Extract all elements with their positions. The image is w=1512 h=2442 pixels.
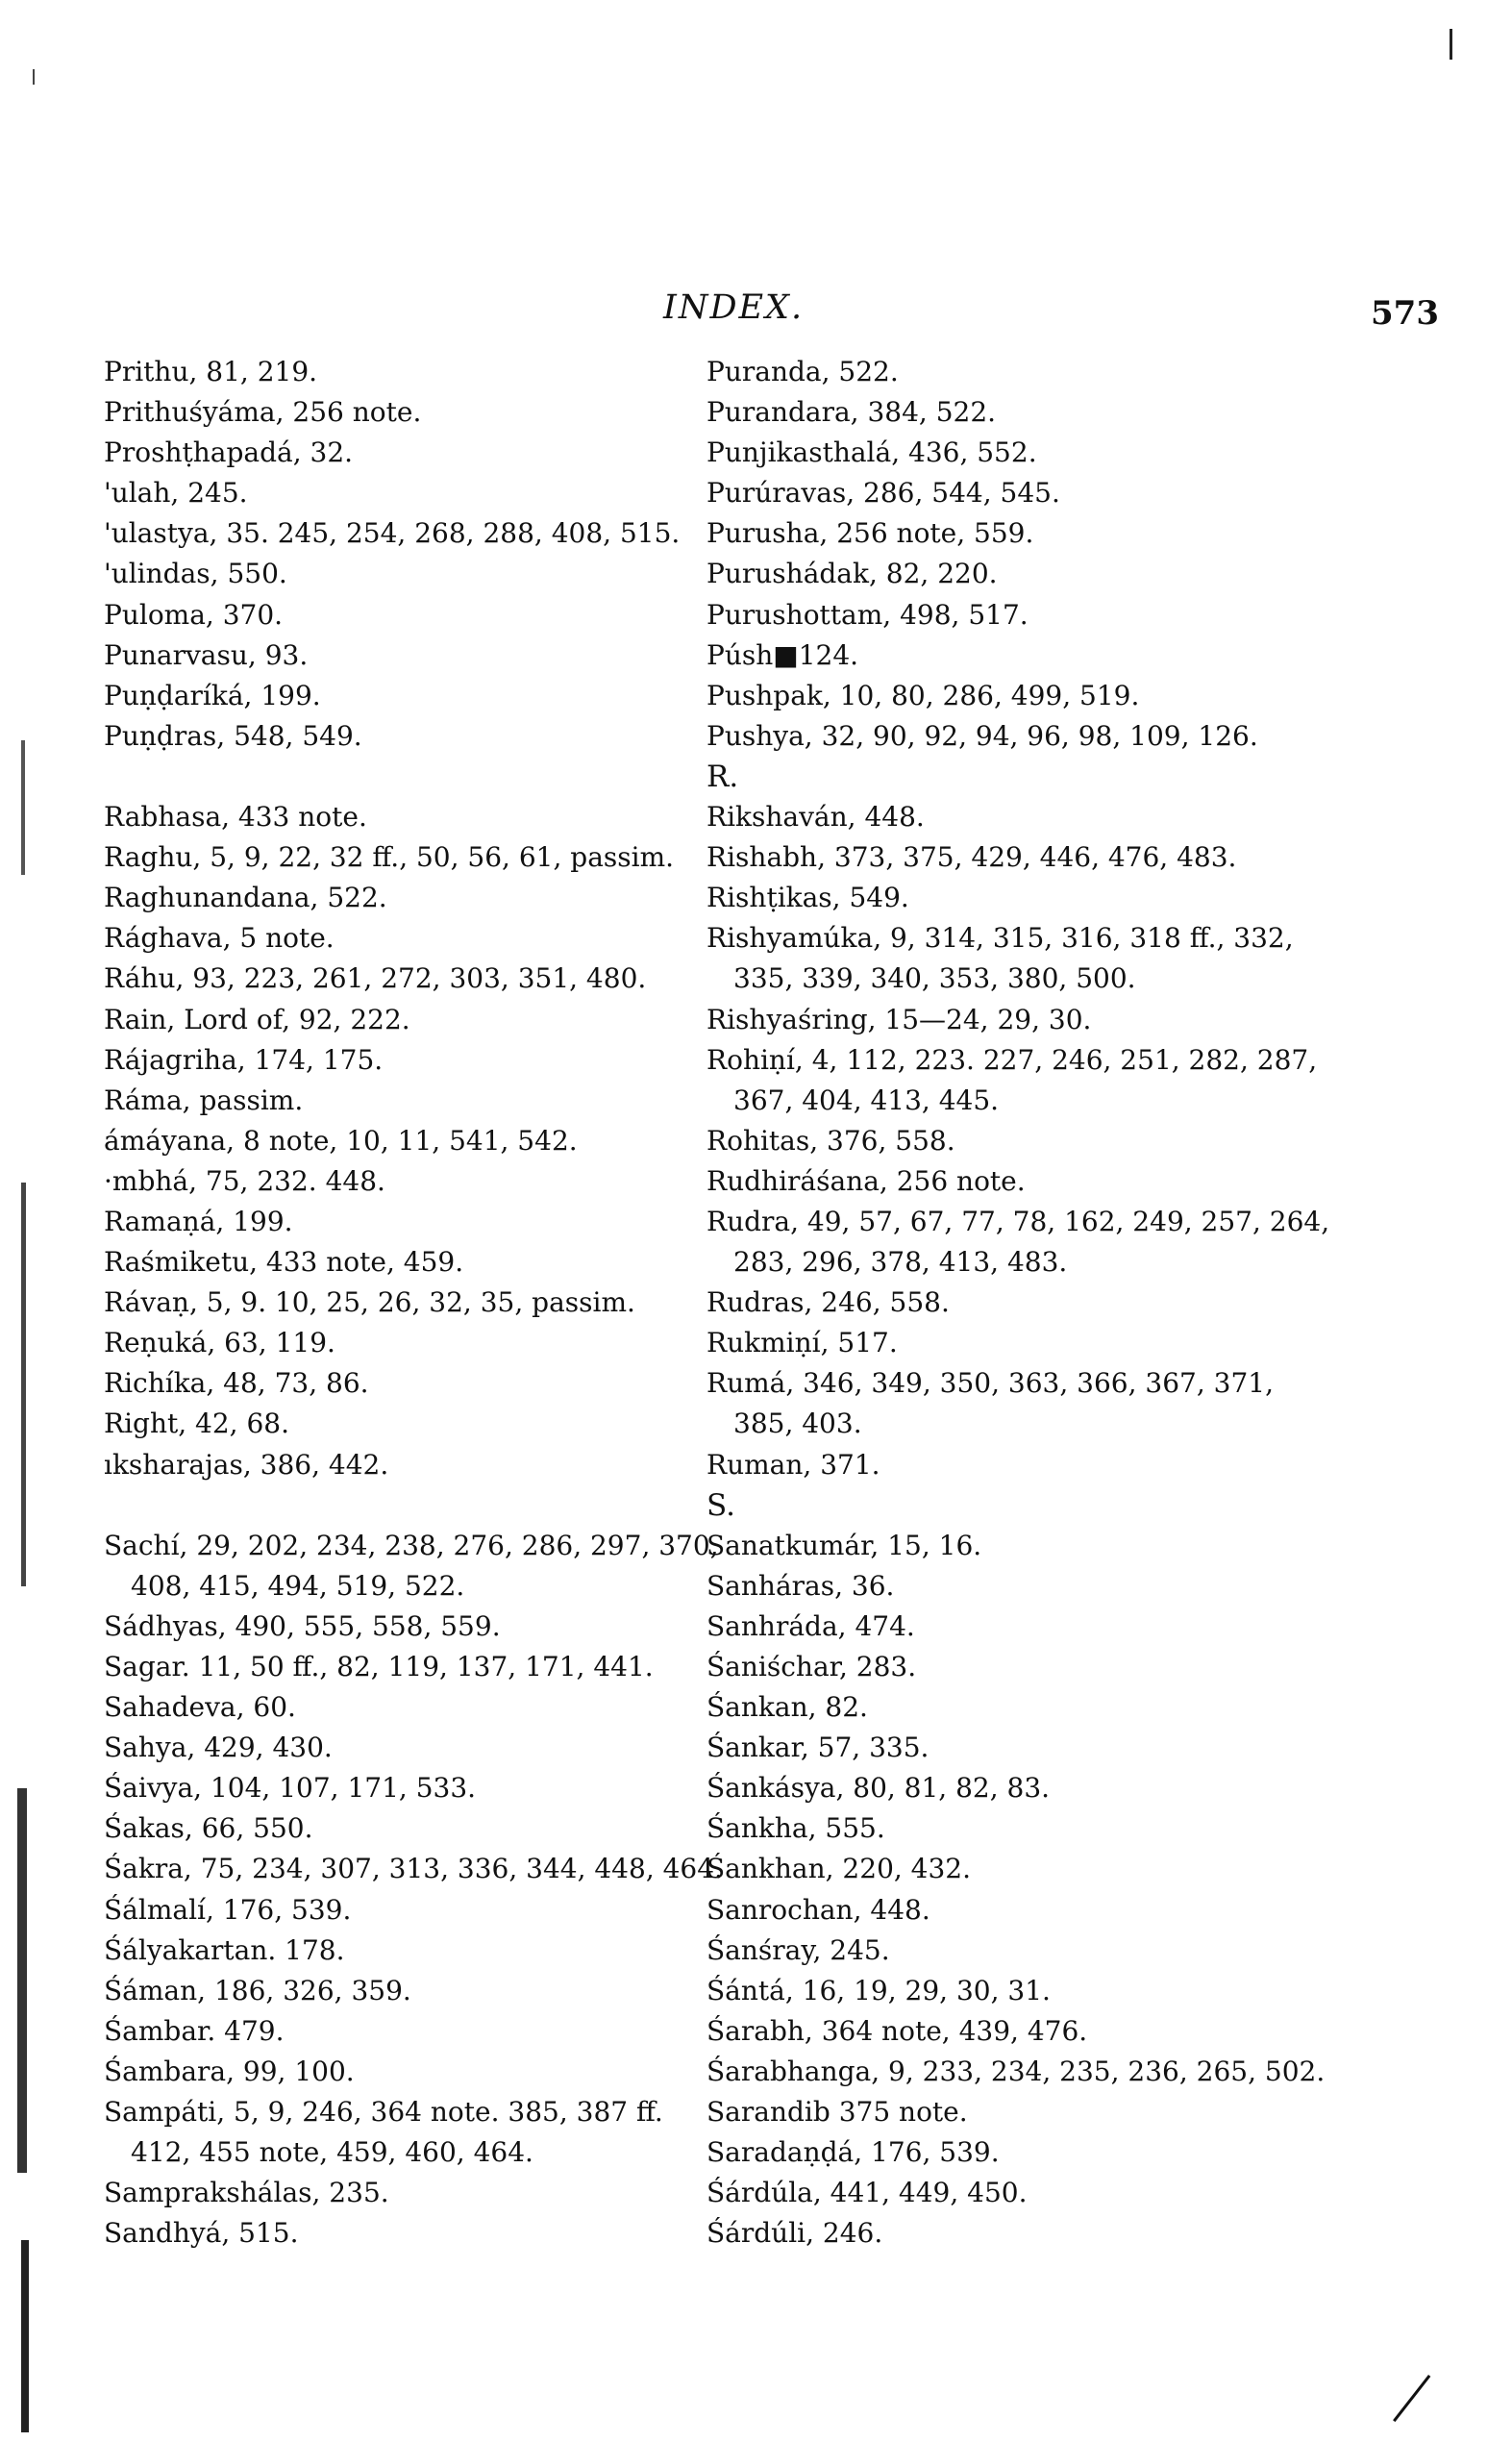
index-entry: Rághava, 5 note. (104, 922, 335, 955)
index-entry: Rájagriha, 174, 175. (104, 1043, 384, 1076)
index-entry: Richíka, 48, 73, 86. (104, 1367, 369, 1400)
index-entry: Punarvasu, 93. (104, 638, 309, 671)
section-letter: S. (706, 1487, 735, 1523)
index-entry: Sanatkumár, 15, 16. (706, 1529, 982, 1561)
index-entry: Punjikasthalá, 436, 552. (706, 436, 1037, 469)
index-entry: Śankhan, 220, 432. (706, 1853, 972, 1885)
index-entry: 'ulindas, 550. (104, 558, 287, 590)
binding-shadow (17, 1788, 27, 2173)
index-entry: Sahya, 429, 430. (104, 1732, 333, 1764)
index-entry: Purúravas, 286, 544, 545. (706, 477, 1060, 510)
index-entry: Rudras, 246, 558. (706, 1286, 950, 1319)
index-entry: Rukmiṇí, 517. (706, 1327, 898, 1359)
index-entry: Sádhyas, 490, 555, 558, 559. (104, 1609, 501, 1642)
index-entry: Śárdúli, 246. (706, 2217, 883, 2250)
index-entry: Purushádak, 82, 220. (706, 558, 998, 590)
index-entry-continuation: 367, 404, 413, 445. (733, 1084, 1000, 1116)
index-entry: Rishṭikas, 549. (706, 882, 909, 914)
scan-mark (1450, 29, 1452, 60)
index-entry: Rishabh, 373, 375, 429, 446, 476, 483. (706, 841, 1237, 874)
index-entry: Ruman, 371. (706, 1448, 880, 1481)
index-entry: Śambar. 479. (104, 2014, 285, 2047)
index-entry: Śálmalí, 176, 539. (104, 1893, 352, 1926)
index-entry: Puṇḍaríká, 199. (104, 679, 321, 711)
index-entry: Rudhiráśana, 256 note. (706, 1164, 1026, 1197)
index-entry: Puṇḍras, 548, 549. (104, 719, 362, 752)
index-entry: Sampáti, 5, 9, 246, 364 note. 385, 387 ff. (104, 2096, 663, 2129)
index-entry: Proshṭhapadá, 32. (104, 436, 354, 469)
binding-shadow (21, 1183, 26, 1586)
scan-mark (33, 69, 35, 85)
index-entry: Śankha, 555. (706, 1812, 885, 1845)
index-entry: Purushottam, 498, 517. (706, 598, 1029, 631)
index-entry: Śakra, 75, 234, 307, 313, 336, 344, 448, 464. (104, 1853, 723, 1885)
index-entry: Right, 42, 68. (104, 1408, 290, 1440)
index-entry: Sahadeva, 60. (104, 1691, 296, 1724)
index-entry: Raśmiketu, 433 note, 459. (104, 1246, 464, 1279)
index-entry: Sanháras, 36. (706, 1569, 895, 1602)
index-entry: Sagar. 11, 50 ff., 82, 119, 137, 171, 441. (104, 1651, 654, 1682)
index-entry: Śántá, 16, 19, 29, 30, 31. (706, 1974, 1051, 2006)
running-title: INDEX. (663, 288, 805, 327)
index-entry: Śaivya, 104, 107, 171, 533. (104, 1772, 477, 1805)
index-entry: Reṇuká, 63, 119. (104, 1327, 335, 1359)
index-entry: Samprakshálas, 235. (104, 2177, 389, 2209)
index-entry: Śambara, 99, 100. (104, 2055, 355, 2087)
index-entry: Śanśray, 245. (706, 1933, 890, 1966)
index-entry: Purandara, 384, 522. (706, 396, 997, 429)
index-entry: Ramaṇá, 199. (104, 1205, 293, 1237)
index-entry-continuation: 335, 339, 340, 353, 380, 500. (733, 962, 1136, 995)
index-entry: 'ulah, 245. (104, 477, 248, 510)
page-header (0, 288, 1512, 335)
index-entry: Púsh■124. (706, 638, 859, 671)
index-entry: Ráma, passim. (104, 1084, 304, 1116)
index-entry: Rávaṇ, 5, 9. 10, 25, 26, 32, 35, passim. (104, 1286, 635, 1319)
index-entry: Śályakartan. 178. (104, 1933, 345, 1966)
index-entry: Śarabh, 364 note, 439, 476. (706, 2014, 1088, 2047)
index-entry: Prithuśyáma, 256 note. (104, 396, 422, 429)
index-entry: Sachí, 29, 202, 234, 238, 276, 286, 297, 370, (104, 1529, 719, 1561)
scan-mark (21, 740, 25, 875)
index-entry: Śárdúla, 441, 449, 450. (706, 2177, 1028, 2209)
index-entry: Sanhráda, 474. (706, 1609, 915, 1642)
binding-shadow (21, 2240, 29, 2432)
index-entry: Raghunandana, 522. (104, 882, 387, 914)
index-entry: Ráhu, 93, 223, 261, 272, 303, 351, 480. (104, 962, 647, 995)
index-entry-continuation: 412, 455 note, 459, 460, 464. (131, 2136, 533, 2169)
index-entry: ·mbhá, 75, 232. 448. (104, 1164, 385, 1197)
index-entry: Rumá, 346, 349, 350, 363, 366, 367, 371, (706, 1367, 1274, 1400)
index-entry: 'ulastya, 35. 245, 254, 268, 288, 408, 515. (104, 517, 681, 550)
index-entry: Purusha, 256 note, 559. (706, 517, 1034, 550)
index-entry: Saradaṇḍá, 176, 539. (706, 2136, 1000, 2169)
index-entry: Rohitas, 376, 558. (706, 1124, 955, 1157)
index-entry: ámáyana, 8 note, 10, 11, 541, 542. (104, 1124, 578, 1157)
scan-mark (1393, 2375, 1430, 2422)
index-entry-continuation: 408, 415, 494, 519, 522. (131, 1569, 465, 1602)
page-number: 573 (1371, 294, 1439, 333)
index-entry: Puloma, 370. (104, 598, 284, 631)
index-entry: Rabhasa, 433 note. (104, 800, 367, 833)
index-entry: Śankásya, 80, 81, 82, 83. (706, 1772, 1051, 1805)
index-entry: Śakas, 66, 550. (104, 1812, 313, 1845)
index-entry: Puranda, 522. (706, 356, 899, 387)
index-entry: ıksharajas, 386, 442. (104, 1448, 389, 1481)
index-entry: Pushpak, 10, 80, 286, 499, 519. (706, 679, 1140, 711)
index-entry: Raghu, 5, 9, 22, 32 ff., 50, 56, 61, passim. (104, 841, 675, 874)
index-entry: Śarabhanga, 9, 233, 234, 235, 236, 265, 502. (706, 2055, 1326, 2087)
section-letter: R. (706, 759, 739, 794)
index-entry: Rain, Lord of, 92, 222. (104, 1003, 410, 1035)
index-entry-continuation: 283, 296, 378, 413, 483. (733, 1246, 1068, 1279)
index-entry: Śáman, 186, 326, 359. (104, 1974, 411, 2006)
index-entry-continuation: 385, 403. (733, 1408, 862, 1440)
index-entry: Sanrochan, 448. (706, 1893, 930, 1926)
index-entry: Śaniśchar, 283. (706, 1651, 917, 1682)
index-entry: Pushya, 32, 90, 92, 94, 96, 98, 109, 126. (706, 719, 1258, 752)
index-entry: Rishyamúka, 9, 314, 315, 316, 318 ff., 332, (706, 922, 1294, 955)
index-entry: Śankan, 82. (706, 1691, 868, 1724)
index-entry: Rudra, 49, 57, 67, 77, 78, 162, 249, 257, 264, (706, 1205, 1330, 1237)
index-column-right (706, 352, 1437, 2254)
index-entry: Śankar, 57, 335. (706, 1732, 930, 1764)
index-entry: Prithu, 81, 219. (104, 356, 318, 387)
index-column-left (104, 352, 723, 2254)
index-entry: Rishyaśring, 15—24, 29, 30. (706, 1003, 1092, 1035)
index-entry: Sandhyá, 515. (104, 2217, 299, 2250)
index-entry: Sarandib 375 note. (706, 2096, 968, 2129)
index-entry: Rikshaván, 448. (706, 801, 925, 834)
index-entry: Rohiṇí, 4, 112, 223. 227, 246, 251, 282, 287, (706, 1043, 1318, 1076)
